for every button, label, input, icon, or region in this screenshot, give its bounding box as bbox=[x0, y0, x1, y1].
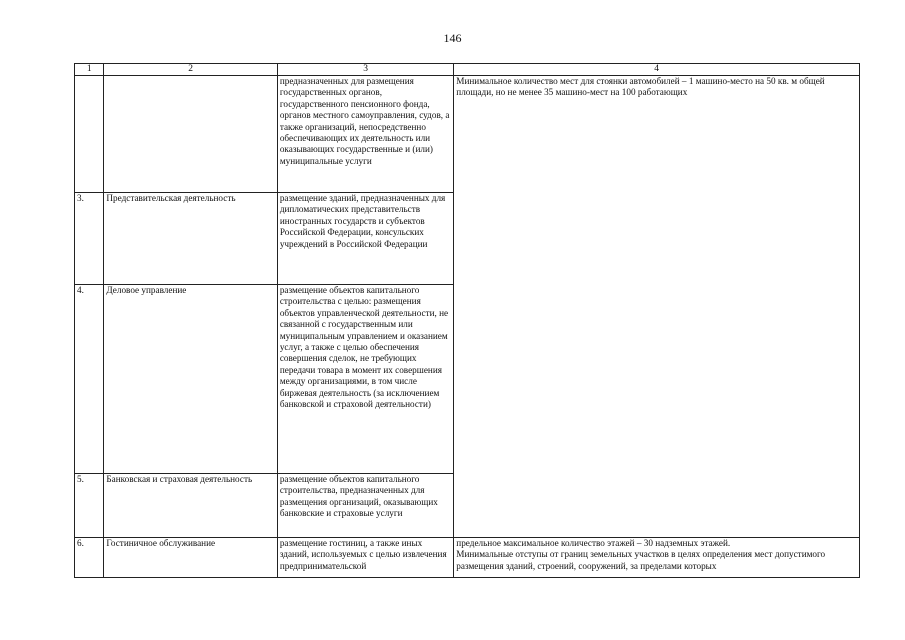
land-use-description: предназначенных для размещения государственных органов, государственного пенсионного фонда, органов местного самоуправления, судов, а также организаций, непосредственно обеспечивающих их деятельность или оказывающих государственные и (или) муниципальные услуги bbox=[277, 76, 453, 193]
table-row bbox=[75, 538, 860, 578]
land-use-description: размещение объектов капитального строительства, предназначенных для размещения организаций, оказывающих банковские и страховые услуги bbox=[277, 474, 453, 538]
row-number: 4. bbox=[75, 285, 104, 474]
land-use-name: Банковская и страховая деятельность bbox=[104, 474, 277, 538]
land-use-description: размещение объектов капитального строительства с целью: размещения объектов управленческой деятельности, не связанной с государственным или муниципальным управлением и оказанием услуг, а также с целью обеспечения совершения сделок, не требующих передачи товара в момент их совершения между организациями, в том числе биржевая деятельность (за исключением банковской и страховой деятельности) bbox=[277, 285, 453, 474]
zoning-table bbox=[74, 63, 860, 578]
land-use-description: размещение гостиниц, а также иных зданий, используемых с целью извлечения предпринимательской bbox=[277, 538, 453, 578]
parameters-cell: Минимальное количество мест для стоянки автомобилей – 1 машино-место на 50 кв. м общей площади, но не менее 35 машино-мест на 100 работающих bbox=[454, 76, 860, 538]
page-number: 146 bbox=[443, 31, 462, 45]
column-header-4: 4 bbox=[454, 64, 860, 76]
row-number bbox=[75, 76, 104, 193]
land-use-name: Представительская деятельность bbox=[104, 193, 277, 285]
parameters-cell bbox=[454, 538, 860, 578]
row-number: 5. bbox=[75, 474, 104, 538]
column-header-2: 2 bbox=[104, 64, 277, 76]
table-header-row bbox=[75, 64, 860, 76]
land-use-name: Деловое управление bbox=[104, 285, 277, 474]
row-number: 3. bbox=[75, 193, 104, 285]
row-number: 6. bbox=[75, 538, 104, 578]
column-header-3: 3 bbox=[277, 64, 453, 76]
land-use-description: размещение зданий, предназначенных для дипломатических представительств иностранных государств и субъектов Российской Федерации, консульских учреждений в Российской Федерации bbox=[277, 193, 453, 285]
table-row bbox=[75, 76, 860, 193]
column-header-1: 1 bbox=[75, 64, 104, 76]
parameters-line: предельное максимальное количество этажей – 30 надземных этажей. bbox=[456, 538, 731, 548]
land-use-name bbox=[104, 76, 277, 193]
land-use-name: Гостиничное обслуживание bbox=[104, 538, 277, 578]
parameters-line: Минимальные отступы от границ земельных участков в целях определения мест допустимого размещения зданий, строений, сооружений, за пределами которых bbox=[456, 549, 826, 571]
